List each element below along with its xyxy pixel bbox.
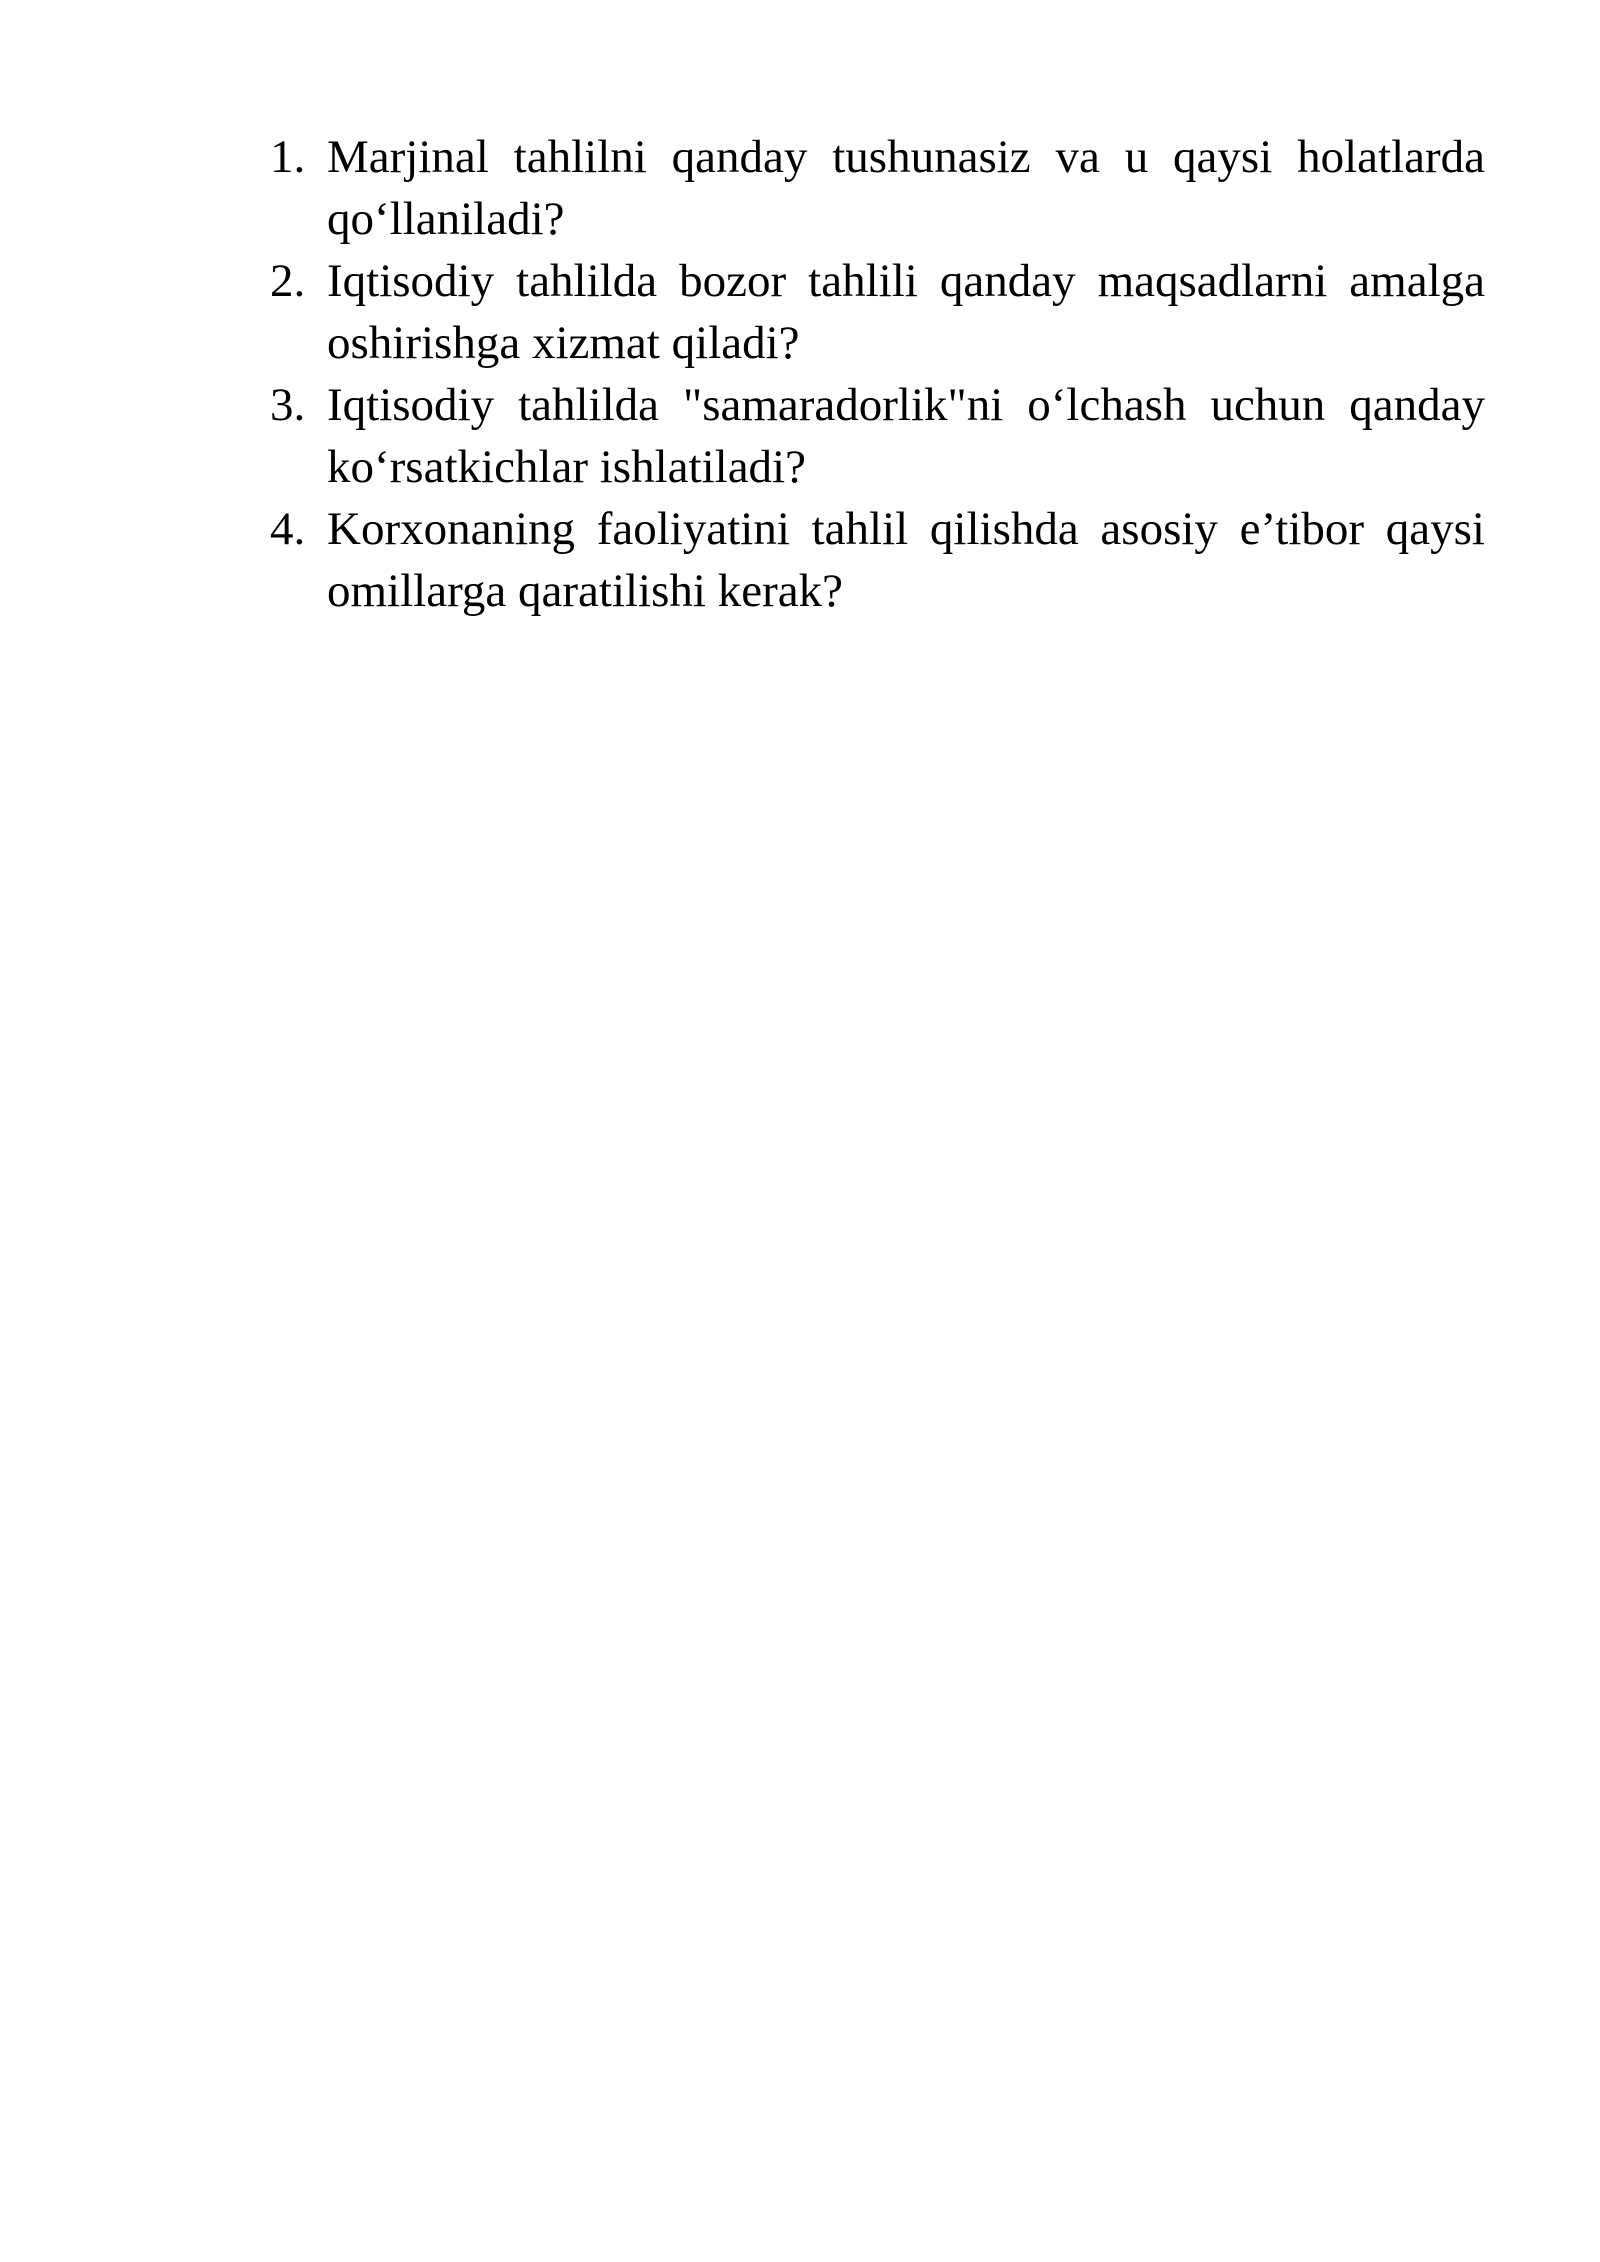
question-item-2: [270, 250, 1485, 374]
question-item-1: [270, 126, 1485, 250]
question-number: 1.: [270, 131, 306, 183]
question-list: [270, 126, 1485, 622]
question-text: Marjinal tahlilni qanday tushunasiz va u qaysi holatlarda qo‘llaniladi?: [327, 131, 1485, 245]
question-item-3: [270, 374, 1485, 498]
question-number: 4.: [270, 503, 306, 555]
question-number: 3.: [270, 379, 306, 431]
question-text: Korxonaning faoliyatini tahlil qilishda asosiy e’tibor qaysi omillarga qaratilishi kerak?: [327, 503, 1485, 617]
question-text: Iqtisodiy tahlilda bozor tahlili qanday maqsadlarni amalga oshirishga xizmat qiladi?: [327, 255, 1485, 369]
question-text: Iqtisodiy tahlilda "samaradorlik"ni o‘lchash uchun qanday ko‘rsatkichlar ishlatiladi?: [327, 379, 1485, 493]
question-item-4: [270, 498, 1485, 622]
question-number: 2.: [270, 255, 306, 307]
